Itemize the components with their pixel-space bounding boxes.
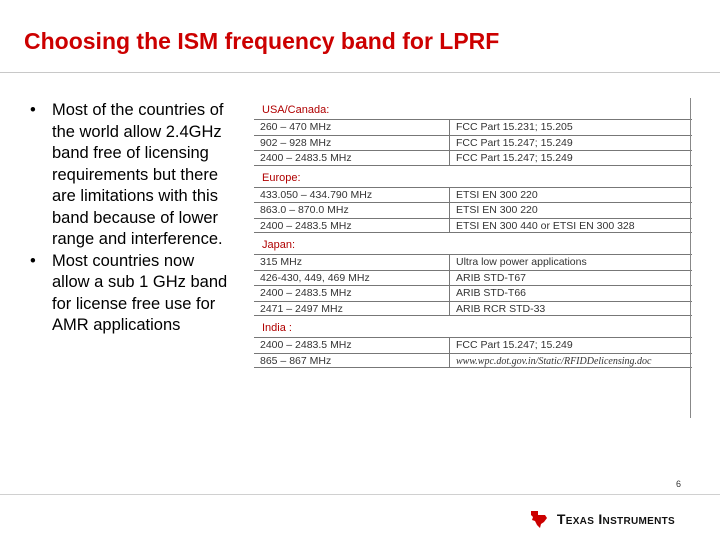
band-cell: 433.050 – 434.790 MHz bbox=[254, 188, 450, 203]
regulation-cell: ARIB STD-T66 bbox=[456, 287, 527, 299]
texas-state-icon bbox=[529, 509, 549, 529]
band-cell: 863.0 – 870.0 MHz bbox=[254, 203, 450, 218]
regulation-cell: FCC Part 15.231; 15.205 bbox=[456, 121, 573, 133]
band-cell: 260 – 470 MHz bbox=[254, 120, 450, 135]
footer-bar bbox=[0, 494, 720, 540]
regulation-cell: ETSI EN 300 440 or ETSI EN 300 328 bbox=[456, 219, 635, 232]
bullet-text: Most countries now allow a sub 1 GHz band for license free use for AMR applications bbox=[52, 251, 228, 334]
band-cell: 2471 – 2497 MHz bbox=[254, 302, 450, 316]
regulation-cell: ETSI EN 300 220 bbox=[456, 188, 538, 201]
table-row bbox=[254, 353, 692, 369]
band-cell: 426-430, 449, 469 MHz bbox=[254, 271, 450, 286]
band-cell: 865 – 867 MHz bbox=[254, 354, 450, 368]
regulation-cell: ARIB RCR STD-33 bbox=[456, 302, 546, 315]
bullet-dot: • bbox=[30, 101, 36, 119]
band-cell: 2400 – 2483.5 MHz bbox=[254, 219, 450, 233]
regulation-cell: ARIB STD-T67 bbox=[456, 271, 527, 284]
regulation-cell: ETSI EN 300 220 bbox=[456, 204, 538, 216]
table-row bbox=[254, 254, 692, 270]
region-header-india: India : bbox=[262, 322, 292, 334]
region-header-usa-canada: USA/Canada: bbox=[262, 104, 330, 116]
band-cell: 902 – 928 MHz bbox=[254, 136, 450, 151]
slide-title: Choosing the ISM frequency band for LPRF bbox=[24, 28, 500, 54]
regulation-cell: Ultra low power applications bbox=[456, 256, 587, 268]
bullet-text: Most of the countries of the world allow 2.4GHz band free of licensing requirements but there are limitations with this band because of lower range and interference. bbox=[52, 101, 224, 248]
title-divider bbox=[0, 72, 720, 73]
table-row bbox=[254, 285, 692, 301]
regulation-cell: FCC Part 15.247; 15.249 bbox=[456, 136, 573, 149]
band-cell: 2400 – 2483.5 MHz bbox=[254, 286, 450, 301]
band-cell: 2400 – 2483.5 MHz bbox=[254, 338, 450, 353]
table-row bbox=[254, 150, 692, 166]
regulation-link[interactable]: www.wpc.dot.gov.in/Static/RFIDDelicensing.doc bbox=[456, 355, 652, 367]
table-row bbox=[254, 218, 692, 234]
bullet-item bbox=[30, 251, 230, 337]
regulation-cell: FCC Part 15.247; 15.249 bbox=[456, 339, 573, 351]
band-cell: 2400 – 2483.5 MHz bbox=[254, 151, 450, 165]
page-number: 6 bbox=[676, 479, 682, 489]
table-row bbox=[254, 301, 692, 317]
region-header-europe: Europe: bbox=[262, 171, 301, 184]
bullet-list bbox=[30, 100, 230, 337]
table-row bbox=[254, 119, 692, 135]
bullet-item bbox=[30, 100, 230, 251]
ti-logo bbox=[529, 509, 675, 529]
ti-wordmark: Texas Instruments bbox=[556, 511, 675, 527]
bullet-dot: • bbox=[30, 251, 36, 270]
table-row bbox=[254, 202, 692, 218]
band-cell: 315 MHz bbox=[254, 255, 450, 270]
table-row bbox=[254, 337, 692, 353]
frequency-band-table bbox=[254, 98, 692, 368]
table-row bbox=[254, 135, 692, 151]
table-border bbox=[690, 98, 691, 418]
table-row bbox=[254, 187, 692, 203]
regulation-cell: FCC Part 15.247; 15.249 bbox=[456, 152, 573, 164]
table-row bbox=[254, 270, 692, 286]
region-header-japan: Japan: bbox=[262, 239, 296, 251]
